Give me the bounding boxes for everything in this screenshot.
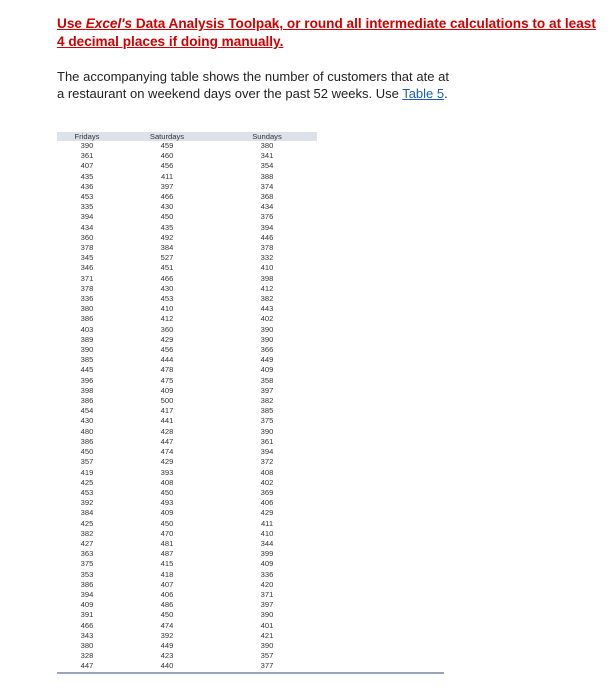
cell-saturday: 447	[160, 436, 174, 446]
cell-friday: 434	[80, 222, 94, 232]
cell-friday: 386	[80, 396, 94, 406]
cell-friday: 336	[80, 294, 94, 304]
cell-friday: 360	[80, 232, 94, 242]
instruction-excel: Excel's	[85, 16, 133, 31]
cell-sunday: 420	[260, 579, 274, 589]
cell-friday: 390	[80, 141, 94, 150]
table-row	[57, 508, 444, 518]
customer-table	[57, 132, 444, 672]
cell-friday: 435	[80, 171, 94, 181]
cell-sunday: 409	[260, 559, 274, 569]
cell-sunday: 434	[260, 202, 274, 212]
table-row	[57, 457, 444, 467]
cell-friday: 453	[80, 487, 94, 497]
cell-friday: 396	[80, 375, 94, 385]
instruction-text	[57, 15, 597, 51]
table-row	[57, 621, 444, 631]
cell-saturday: 423	[160, 651, 174, 661]
cell-sunday: 410	[260, 263, 274, 273]
cell-friday: 353	[80, 569, 94, 579]
cell-friday: 394	[80, 589, 94, 599]
cell-friday: 392	[80, 498, 94, 508]
cell-saturday: 429	[160, 334, 174, 344]
cell-sunday: 344	[260, 538, 274, 548]
cell-saturday: 384	[160, 243, 174, 253]
cell-friday: 375	[80, 559, 94, 569]
cell-sunday: 412	[260, 283, 274, 293]
cell-sunday: 332	[260, 253, 274, 263]
cell-sunday: 358	[260, 375, 274, 385]
cell-sunday: 397	[260, 385, 274, 395]
table-row	[57, 182, 444, 192]
table-row	[57, 447, 444, 457]
cell-friday: 363	[80, 549, 94, 559]
table-row	[57, 570, 444, 580]
cell-sunday: 382	[260, 294, 274, 304]
cell-sunday: 443	[260, 304, 274, 314]
table-row	[57, 610, 444, 620]
cell-friday: 398	[80, 385, 94, 395]
cell-friday: 385	[80, 355, 94, 365]
cell-saturday: 360	[160, 324, 174, 334]
cell-saturday: 397	[160, 181, 174, 191]
table-row	[57, 141, 444, 151]
cell-friday: 384	[80, 508, 94, 518]
table-row	[57, 325, 444, 335]
question-body: The accompanying table shows the number of customers that ate at a restaurant on weekend days over the past 52 weeks. Use	[57, 69, 449, 101]
cell-sunday: 354	[260, 161, 274, 171]
table-row	[57, 631, 444, 641]
table-row	[57, 345, 444, 355]
cell-saturday: 441	[160, 416, 174, 426]
cell-friday: 345	[80, 253, 94, 263]
cell-friday: 386	[80, 436, 94, 446]
question-end: .	[444, 86, 448, 101]
table-row	[57, 263, 444, 273]
cell-saturday: 450	[160, 518, 174, 528]
table-row	[57, 478, 444, 488]
table-row	[57, 539, 444, 549]
cell-sunday: 394	[260, 447, 274, 457]
cell-saturday: 408	[160, 477, 174, 487]
cell-saturday: 493	[160, 498, 174, 508]
cell-friday: 380	[80, 304, 94, 314]
cell-sunday: 401	[260, 620, 274, 630]
cell-friday: 425	[80, 477, 94, 487]
table-row	[57, 580, 444, 590]
table-row	[57, 396, 444, 406]
table-row	[57, 406, 444, 416]
table-header-row	[57, 132, 444, 141]
cell-saturday: 411	[160, 171, 174, 181]
cell-saturday: 487	[160, 549, 174, 559]
cell-saturday: 440	[160, 661, 174, 671]
cell-friday: 453	[80, 192, 94, 202]
table-row	[57, 427, 444, 437]
cell-saturday: 492	[160, 232, 174, 242]
table-row	[57, 437, 444, 447]
table-row	[57, 600, 444, 610]
table-row	[57, 641, 444, 651]
table-body	[57, 141, 444, 672]
cell-friday: 409	[80, 600, 94, 610]
table-row	[57, 274, 444, 284]
cell-saturday: 450	[160, 610, 174, 620]
cell-friday: 430	[80, 416, 94, 426]
cell-saturday: 430	[160, 202, 174, 212]
table-row	[57, 590, 444, 600]
cell-sunday: 369	[260, 487, 274, 497]
cell-friday: 389	[80, 334, 94, 344]
cell-sunday: 378	[260, 243, 274, 253]
cell-sunday: 410	[260, 528, 274, 538]
cell-sunday: 409	[260, 365, 274, 375]
cell-saturday: 417	[160, 406, 174, 416]
cell-sunday: 375	[260, 416, 274, 426]
cell-friday: 382	[80, 528, 94, 538]
cell-friday: 335	[80, 202, 94, 212]
cell-sunday: 361	[260, 436, 274, 446]
instruction-part1: Use	[57, 16, 86, 31]
cell-sunday: 357	[260, 651, 274, 661]
table-row	[57, 355, 444, 365]
cell-saturday: 428	[160, 426, 174, 436]
cell-friday: 407	[80, 161, 94, 171]
cell-sunday: 449	[260, 355, 274, 365]
cell-sunday: 402	[260, 314, 274, 324]
cell-saturday: 451	[160, 263, 174, 273]
table-5-link[interactable]: Table 5	[402, 86, 445, 101]
table-row	[57, 559, 444, 569]
table-row	[57, 284, 444, 294]
cell-sunday: 394	[260, 222, 274, 232]
cell-sunday: 390	[260, 610, 274, 620]
cell-saturday: 450	[160, 487, 174, 497]
table-row	[57, 294, 444, 304]
cell-sunday: 390	[260, 640, 274, 650]
cell-sunday: 374	[260, 181, 274, 191]
cell-saturday: 406	[160, 589, 174, 599]
cell-sunday: 371	[260, 589, 274, 599]
cell-sunday: 377	[260, 661, 274, 671]
cell-friday: 378	[80, 283, 94, 293]
cell-friday: 357	[80, 457, 94, 467]
cell-saturday: 478	[160, 365, 174, 375]
cell-sunday: 390	[260, 426, 274, 436]
table-row	[57, 161, 444, 171]
cell-saturday: 450	[160, 212, 174, 222]
table-row	[57, 304, 444, 314]
cell-sunday: 366	[260, 345, 274, 355]
table-row	[57, 253, 444, 263]
table-row	[57, 365, 444, 375]
cell-sunday: 380	[260, 141, 274, 150]
table-row	[57, 212, 444, 222]
cell-saturday: 410	[160, 304, 174, 314]
cell-friday: 445	[80, 365, 94, 375]
table-row	[57, 661, 444, 671]
cell-sunday: 385	[260, 406, 274, 416]
cell-sunday: 402	[260, 477, 274, 487]
cell-saturday: 481	[160, 538, 174, 548]
header-sundays: Sundays	[217, 132, 317, 141]
cell-saturday: 459	[160, 141, 174, 150]
cell-saturday: 474	[160, 447, 174, 457]
cell-friday: 378	[80, 243, 94, 253]
table-row	[57, 151, 444, 161]
cell-friday: 346	[80, 263, 94, 273]
cell-saturday: 444	[160, 355, 174, 365]
cell-sunday: 388	[260, 171, 274, 181]
cell-sunday: 341	[260, 151, 274, 161]
header-saturdays: Saturdays	[117, 132, 217, 141]
cell-friday: 450	[80, 447, 94, 457]
table-row	[57, 549, 444, 559]
cell-saturday: 393	[160, 467, 174, 477]
cell-friday: 419	[80, 467, 94, 477]
table-row	[57, 651, 444, 661]
cell-sunday: 421	[260, 630, 274, 640]
header-fridays: Fridays	[57, 132, 117, 141]
cell-saturday: 429	[160, 457, 174, 467]
cell-saturday: 409	[160, 385, 174, 395]
cell-saturday: 392	[160, 630, 174, 640]
cell-friday: 371	[80, 273, 94, 283]
customer-table-container	[57, 132, 444, 674]
table-row	[57, 202, 444, 212]
cell-saturday: 466	[160, 192, 174, 202]
cell-friday: 391	[80, 610, 94, 620]
cell-saturday: 407	[160, 579, 174, 589]
cell-saturday: 470	[160, 528, 174, 538]
cell-friday: 394	[80, 212, 94, 222]
cell-saturday: 475	[160, 375, 174, 385]
cell-sunday: 398	[260, 273, 274, 283]
table-row	[57, 488, 444, 498]
cell-sunday: 399	[260, 549, 274, 559]
cell-saturday: 430	[160, 283, 174, 293]
cell-friday: 436	[80, 181, 94, 191]
cell-friday: 427	[80, 538, 94, 548]
cell-friday: 403	[80, 324, 94, 334]
cell-saturday: 456	[160, 161, 174, 171]
cell-saturday: 409	[160, 508, 174, 518]
cell-sunday: 336	[260, 569, 274, 579]
cell-friday: 380	[80, 640, 94, 650]
cell-friday: 386	[80, 579, 94, 589]
table-row	[57, 314, 444, 324]
cell-friday: 425	[80, 518, 94, 528]
cell-friday: 328	[80, 651, 94, 661]
cell-friday: 466	[80, 620, 94, 630]
cell-saturday: 466	[160, 273, 174, 283]
cell-sunday: 406	[260, 498, 274, 508]
table-row	[57, 335, 444, 345]
cell-sunday: 372	[260, 457, 274, 467]
table-row	[57, 468, 444, 478]
cell-saturday: 412	[160, 314, 174, 324]
instruction-part2: Data Analysis Toolpak, or round all intermediate calculations to at least 4 decimal places if doing manually.	[57, 16, 596, 49]
table-row	[57, 192, 444, 202]
cell-saturday: 500	[160, 396, 174, 406]
cell-sunday: 411	[260, 518, 274, 528]
cell-sunday: 382	[260, 396, 274, 406]
cell-friday: 386	[80, 314, 94, 324]
table-row	[57, 416, 444, 426]
cell-saturday: 453	[160, 294, 174, 304]
cell-sunday: 429	[260, 508, 274, 518]
cell-saturday: 527	[160, 253, 174, 263]
table-row	[57, 498, 444, 508]
cell-saturday: 456	[160, 345, 174, 355]
cell-sunday: 368	[260, 192, 274, 202]
question-text	[57, 68, 449, 102]
table-row	[57, 386, 444, 396]
cell-friday: 361	[80, 151, 94, 161]
cell-saturday: 486	[160, 600, 174, 610]
cell-sunday: 397	[260, 600, 274, 610]
table-row	[57, 243, 444, 253]
cell-sunday: 376	[260, 212, 274, 222]
cell-saturday: 449	[160, 640, 174, 650]
cell-friday: 390	[80, 345, 94, 355]
cell-saturday: 435	[160, 222, 174, 232]
table-row	[57, 223, 444, 233]
table-row	[57, 172, 444, 182]
cell-sunday: 408	[260, 467, 274, 477]
cell-saturday: 460	[160, 151, 174, 161]
cell-saturday: 474	[160, 620, 174, 630]
cell-friday: 447	[80, 661, 94, 671]
cell-sunday: 446	[260, 232, 274, 242]
table-row	[57, 529, 444, 539]
table-row	[57, 376, 444, 386]
cell-saturday: 415	[160, 559, 174, 569]
cell-friday: 343	[80, 630, 94, 640]
cell-friday: 454	[80, 406, 94, 416]
table-row	[57, 519, 444, 529]
cell-saturday: 418	[160, 569, 174, 579]
cell-sunday: 390	[260, 324, 274, 334]
cell-friday: 480	[80, 426, 94, 436]
cell-sunday: 390	[260, 334, 274, 344]
table-row	[57, 233, 444, 243]
